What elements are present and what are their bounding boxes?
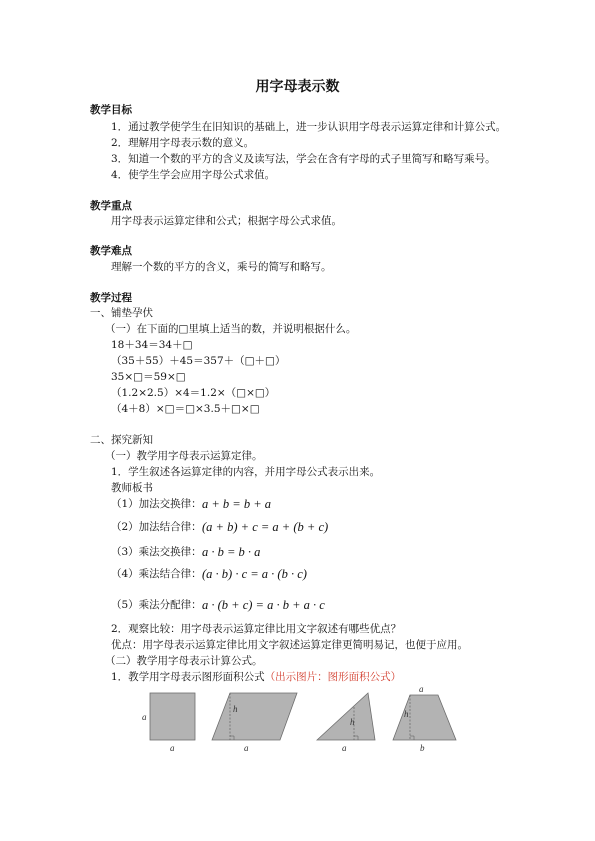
- goal-item: 2．理解用字母表示数的意义。: [111, 137, 255, 149]
- difficulties-text: 理解一个数的平方的含义，乘号的简写和略写。: [111, 261, 332, 273]
- part2-step2: 2．观察比较：用字母表示运算定律比用文字叙述有哪些优点？: [111, 623, 402, 635]
- exercise-item: （4＋8）×□＝□×3.5＋□×□: [111, 403, 260, 415]
- part2-step3: [111, 670, 401, 684]
- area-formula-figures: [140, 685, 470, 755]
- trapezoid-top-label: a: [419, 685, 424, 694]
- goals-heading: 教学目标: [90, 104, 132, 116]
- part2-heading: 二、探究新知: [90, 434, 153, 446]
- goal-item: 1．通过教学使学生在旧知识的基础上，进一步认识用字母表示运算定律和计算公式。: [111, 121, 507, 133]
- process-heading: 教学过程: [90, 292, 132, 304]
- triangle-h-label: h: [350, 717, 355, 727]
- exercise-item: 35×□＝59×□: [111, 371, 186, 383]
- key-points-heading: 教学重点: [90, 200, 132, 212]
- difficulties-heading: 教学难点: [90, 245, 132, 257]
- teacher-board-label: 教师板书: [111, 482, 153, 494]
- parallelogram-shape: [212, 693, 297, 740]
- exercise-item: （1.2×2.5）×4＝1.2×（□×□）: [111, 387, 276, 399]
- law-label: （5）乘法分配律：: [111, 599, 202, 611]
- law-formula: a + b = b + a: [202, 497, 272, 511]
- square-bottom-label: a: [170, 743, 175, 753]
- part1-sub: （一）在下面的□里填上适当的数，并说明根据什么。: [105, 323, 357, 335]
- part2-sub1: （一）教学用字母表示运算定律。: [105, 450, 263, 462]
- goal-item: 4．使学生学会应用字母公式求值。: [111, 169, 276, 181]
- law-label: （2）加法结合律：: [111, 521, 202, 533]
- triangle-a-label: a: [342, 743, 347, 753]
- parallelogram-h-label: h: [233, 704, 238, 714]
- advantage-text: 优点：用字母表示运算定律比用文字叙述运算定律更简明易记，也便于应用。: [111, 639, 468, 651]
- law-formula: (a · b) · c = a · (b · c): [202, 567, 307, 581]
- step3-text: 1．教学用字母表示图形面积公式: [111, 671, 265, 683]
- trapezoid-h-label: h: [404, 709, 409, 719]
- trapezoid-b-label: b: [420, 743, 425, 753]
- law-formula: a · b = b · a: [202, 545, 261, 559]
- goal-item: 3．知道一个数的平方的含义及读写法，学会在含有字母的式子里简写和略写乘号。: [111, 153, 496, 165]
- law-label: （1）加法交换律：: [111, 498, 202, 510]
- exercise-item: 18＋34＝34＋□: [111, 339, 193, 351]
- triangle-shape: [317, 693, 375, 740]
- document-title: 用字母表示数: [255, 79, 340, 95]
- step3-highlight: （出示图片：图形面积公式）: [264, 671, 402, 683]
- law-label: （3）乘法交换律：: [111, 546, 202, 558]
- law-formula: a · (b + c) = a · b + a · c: [202, 598, 325, 612]
- square-side-label: a: [142, 712, 147, 722]
- key-points-text: 用字母表示运算定律和公式；根据字母公式求值。: [111, 215, 342, 227]
- part1-heading: 一、铺垫孕伏: [90, 307, 153, 319]
- exercise-item: （35＋55）＋45＝357＋（□＋□）: [111, 355, 286, 367]
- trapezoid-shape: [393, 695, 456, 740]
- law-label: （4）乘法结合律：: [111, 568, 202, 580]
- parallelogram-a-label: a: [244, 743, 249, 753]
- part2-sub2: （二）教学用字母表示计算公式。: [105, 655, 263, 667]
- square-shape: [150, 693, 195, 740]
- part2-step1: 1．学生叙述各运算定律的内容，并用字母公式表示出来。: [111, 466, 381, 478]
- law-formula: (a + b) + c = a + (b + c): [202, 520, 329, 534]
- area-figures-svg: [140, 685, 470, 755]
